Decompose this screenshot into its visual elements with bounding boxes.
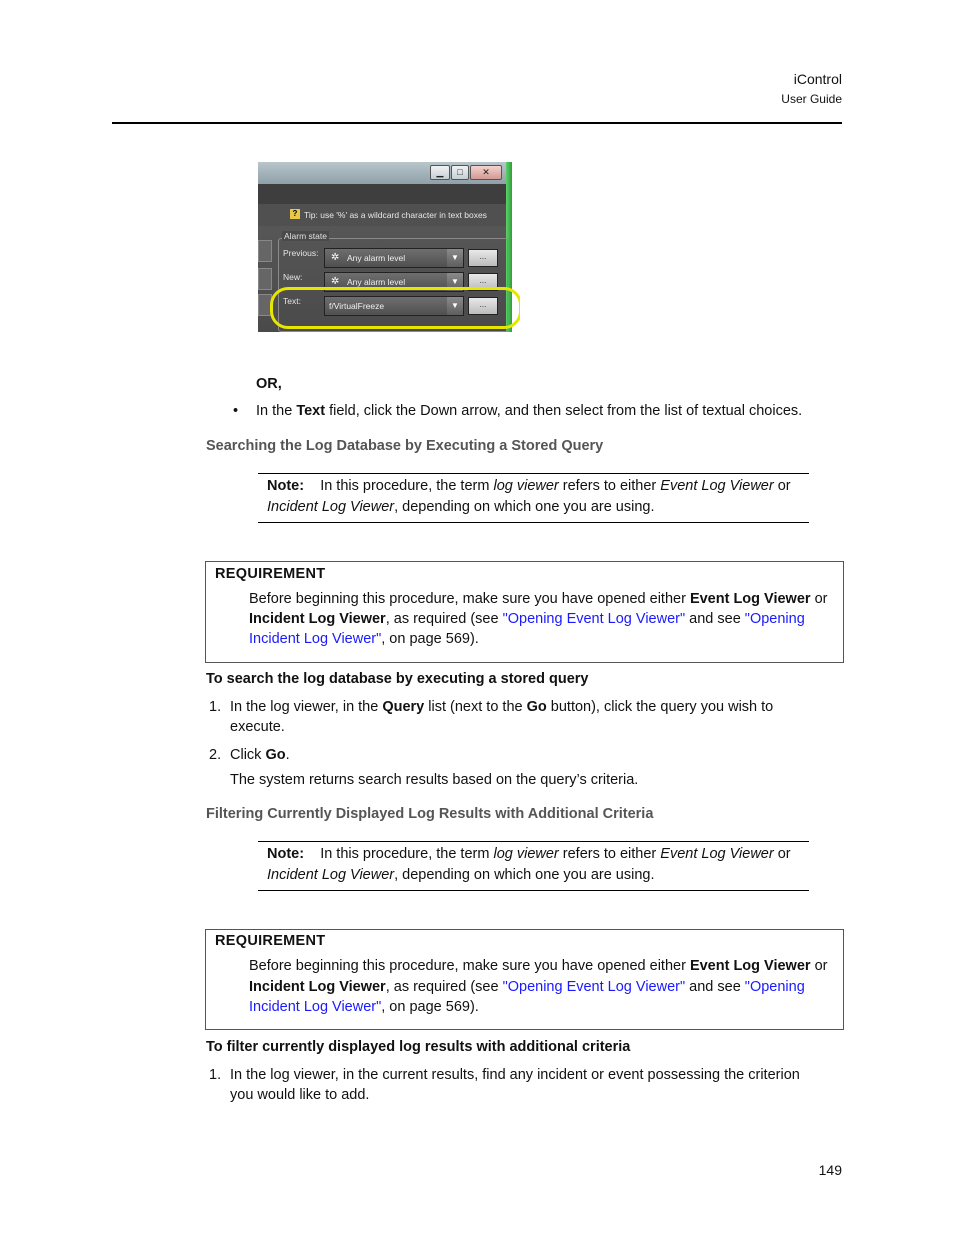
new-ellipsis-button: ...: [468, 273, 498, 291]
highlight-ellipse: [270, 287, 520, 329]
step-text: button), click the query you wish to: [546, 699, 774, 715]
requirement-line-1: [249, 956, 827, 977]
opening-incident-log-viewer-link[interactable]: "Opening: [744, 611, 805, 627]
note-text: or: [773, 478, 791, 494]
section-heading: Searching the Log Database by Executing a Stored Query: [206, 438, 604, 454]
requirement-title: REQUIREMENT: [215, 933, 326, 949]
req-text: , on page 569).: [381, 631, 479, 647]
step-2-result: The system returns search results based on the query’s criteria.: [230, 772, 639, 788]
requirement-line-3: [249, 997, 479, 1018]
step-text: Click: [230, 747, 266, 763]
minimize-icon: ▁: [430, 165, 450, 180]
step-text: In the log viewer, in the: [230, 699, 383, 715]
req-text: Before beginning this procedure, make sure you have opened either: [249, 591, 690, 607]
bullet-text: [256, 401, 802, 422]
procedure-heading: To filter currently displayed log results with additional criteria: [206, 1039, 631, 1055]
or-label: OR,: [256, 376, 282, 392]
step-bold: Query: [382, 699, 425, 715]
note-italic: log viewer: [493, 846, 559, 862]
bullet-post: field, click the Down arrow, and then select from the list of textual choices.: [325, 403, 803, 419]
note-text: , depending on which one you are using.: [394, 867, 655, 883]
note-italic: log viewer: [493, 478, 559, 494]
note-text: In this procedure, the term: [320, 478, 494, 494]
opening-incident-log-viewer-link[interactable]: Incident Log Viewer": [249, 631, 382, 647]
side-box: [258, 240, 272, 262]
note-top-rule: [258, 473, 809, 474]
requirement-line-2: [249, 977, 805, 998]
req-text: or: [810, 958, 828, 974]
step-bold: Go: [526, 699, 547, 715]
step-1-line-2: execute.: [230, 719, 285, 735]
help-icon: ?: [290, 209, 300, 219]
requirement-title: REQUIREMENT: [215, 566, 326, 582]
chevron-down-icon: ▼: [447, 297, 463, 315]
section-heading: Filtering Currently Displayed Log Results with Additional Criteria: [206, 806, 654, 822]
text-label: Text:: [283, 296, 301, 306]
requirement-line-2: [249, 609, 805, 630]
step-number: 2.: [209, 747, 222, 763]
previous-value: Any alarm level: [347, 253, 406, 263]
note-text: or: [773, 846, 791, 862]
bullet-marker: •: [233, 403, 239, 419]
req-text: , on page 569).: [381, 999, 479, 1015]
alarm-filter-screenshot: [258, 162, 520, 332]
step-number: 1.: [209, 1067, 222, 1083]
req-text: and see: [685, 611, 745, 627]
step-text: .: [285, 747, 290, 763]
req-bold: Event Log Viewer: [689, 958, 811, 974]
note-top-rule: [258, 841, 809, 842]
chevron-down-icon: ▼: [447, 273, 463, 291]
text-value: f/VirtualFreeze: [329, 301, 385, 311]
step-bold: Go: [265, 747, 286, 763]
req-text: , as required (see: [385, 611, 503, 627]
note-italic: Event Log Viewer: [660, 846, 774, 862]
text-ellipsis-button: ...: [468, 297, 498, 315]
alarm-state-label: Alarm state: [284, 231, 327, 241]
tip-text: Tip: use '%' as a wildcard character in text boxes: [304, 210, 487, 220]
alarm-level-icon: ✲: [331, 252, 340, 263]
side-box: [258, 268, 272, 290]
note-text: In this procedure, the term: [320, 846, 494, 862]
step-1-line-1: [230, 697, 773, 718]
req-text: or: [810, 591, 828, 607]
note-bottom-rule: [258, 522, 809, 523]
requirement-line-3: [249, 629, 479, 650]
previous-combo: [324, 248, 464, 268]
new-value: Any alarm level: [347, 277, 406, 287]
alarm-level-icon: ✲: [331, 276, 340, 287]
header-rule: [112, 122, 842, 124]
note-line-1: [267, 476, 791, 497]
maximize-icon: □: [451, 165, 469, 180]
header-subtitle: User Guide: [781, 92, 842, 106]
procedure-heading: To search the log database by executing a stored query: [206, 671, 589, 687]
opening-event-log-viewer-link[interactable]: "Opening Event Log Viewer": [502, 611, 686, 627]
note-text: refers to either: [558, 478, 661, 494]
header-title: iControl: [793, 71, 842, 87]
dialog-toolbar: [258, 184, 506, 204]
req-bold: Event Log Viewer: [689, 591, 811, 607]
note-bottom-rule: [258, 890, 809, 891]
bullet-bold: Text: [296, 403, 326, 419]
req-text: , as required (see: [385, 979, 503, 995]
note-italic: Incident Log Viewer: [267, 867, 395, 883]
req-bold: Incident Log Viewer: [249, 611, 386, 627]
step-1-line-2: you would like to add.: [230, 1087, 370, 1103]
note-text: refers to either: [558, 846, 661, 862]
bullet-pre: In the: [256, 403, 297, 419]
note-line-2: [267, 865, 655, 886]
step-1-line-1: In the log viewer, in the current results, find any incident or event possessing the criterion: [230, 1067, 800, 1083]
requirement-line-1: [249, 589, 827, 610]
note-text: , depending on which one you are using.: [394, 499, 655, 515]
previous-ellipsis-button: ...: [468, 249, 498, 267]
note-italic: Event Log Viewer: [660, 478, 774, 494]
note-label: Note:: [267, 846, 305, 862]
req-text: Before beginning this procedure, make sure you have opened either: [249, 958, 690, 974]
note-italic: Incident Log Viewer: [267, 499, 395, 515]
opening-incident-log-viewer-link[interactable]: Incident Log Viewer": [249, 999, 382, 1015]
close-icon: ✕: [470, 165, 502, 180]
chevron-down-icon: ▼: [447, 249, 463, 267]
opening-incident-log-viewer-link[interactable]: "Opening: [744, 979, 805, 995]
req-bold: Incident Log Viewer: [249, 979, 386, 995]
opening-event-log-viewer-link[interactable]: "Opening Event Log Viewer": [502, 979, 686, 995]
step-2-line: [230, 745, 290, 766]
note-line-2: [267, 497, 655, 518]
step-text: list (next to the: [424, 699, 527, 715]
req-text: and see: [685, 979, 745, 995]
previous-label: Previous:: [283, 248, 319, 258]
page-number: 149: [818, 1162, 842, 1178]
step-number: 1.: [209, 699, 222, 715]
note-label: Note:: [267, 478, 305, 494]
new-label: New:: [283, 272, 303, 282]
note-line-1: [267, 844, 791, 865]
